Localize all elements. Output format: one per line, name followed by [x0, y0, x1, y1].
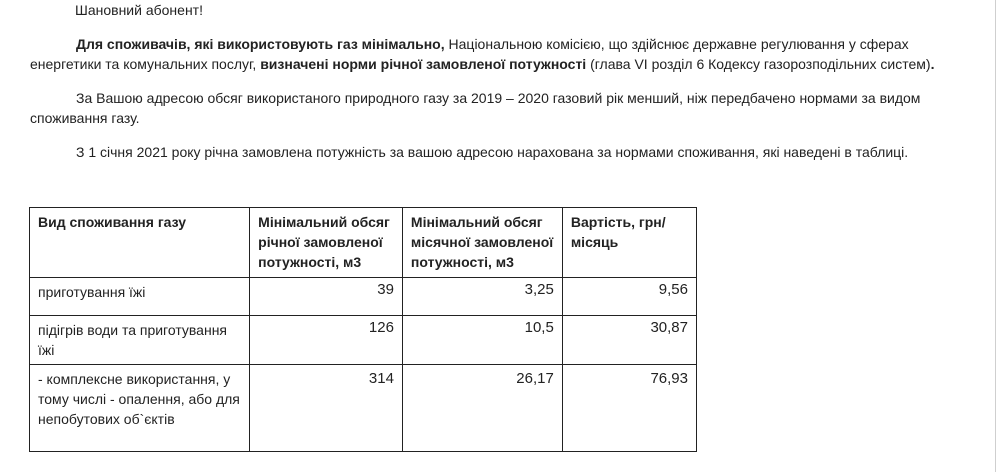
table-row — [30, 365, 697, 452]
text-commission: Національною комісією, що здійснює державне регулювання у сферах енергетики та комунальних послуг, — [30, 36, 909, 72]
header-consumption-type: Вид споживання газу — [30, 208, 250, 278]
cell-annual: 126 — [250, 316, 403, 365]
bold-period: . — [930, 56, 935, 72]
paragraph-effective-date: З 1 січня 2021 року річна замовлена потужність за вашою адресою нарахована за нормами споживання, які наведені в таблиці. — [76, 144, 909, 160]
paragraph-norms-intro — [30, 34, 980, 74]
cell-cost: 30,87 — [562, 316, 696, 365]
header-cost: Вартість, грн/ місяць — [562, 208, 696, 278]
header-monthly-capacity: Мінімальний обсяг місячної замовленої потужності, м3 — [402, 208, 562, 278]
text-code-ref: (глава VI розділ 6 Кодексу газорозподільних систем) — [586, 56, 931, 72]
cell-consumption-type: підігрів води та приготування їжі — [30, 316, 250, 365]
bold-consumers: Для споживачів, які використовують газ мінімально, — [76, 36, 445, 52]
cell-consumption-type: приготування їжі — [30, 278, 250, 316]
cell-annual: 314 — [250, 365, 403, 452]
cell-monthly: 26,17 — [402, 365, 562, 452]
cell-cost: 9,56 — [562, 278, 696, 316]
norms-table — [29, 207, 697, 452]
table-row — [30, 278, 697, 316]
bold-norms: визначені норми річної замовленої потужності — [260, 56, 587, 72]
table-row — [30, 316, 697, 365]
cell-consumption-type: - комплексне використання, у тому числі - опалення, або для непобутових об`єктів — [30, 365, 250, 452]
cell-monthly: 3,25 — [402, 278, 562, 316]
cell-annual: 39 — [250, 278, 403, 316]
cell-monthly: 10,5 — [402, 316, 562, 365]
paragraph-consumption: За Вашою адресою обсяг використаного природного газу за 2019 – 2020 газовий рік менший, ніж передбачено нормами за видом споживання газу. — [30, 90, 921, 126]
table-header-row — [30, 208, 697, 278]
greeting: Шановний абонент! — [75, 2, 203, 18]
header-annual-capacity: Мінімальний обсяг річної замовленої потужності, м3 — [250, 208, 403, 278]
cell-cost: 76,93 — [562, 365, 696, 452]
